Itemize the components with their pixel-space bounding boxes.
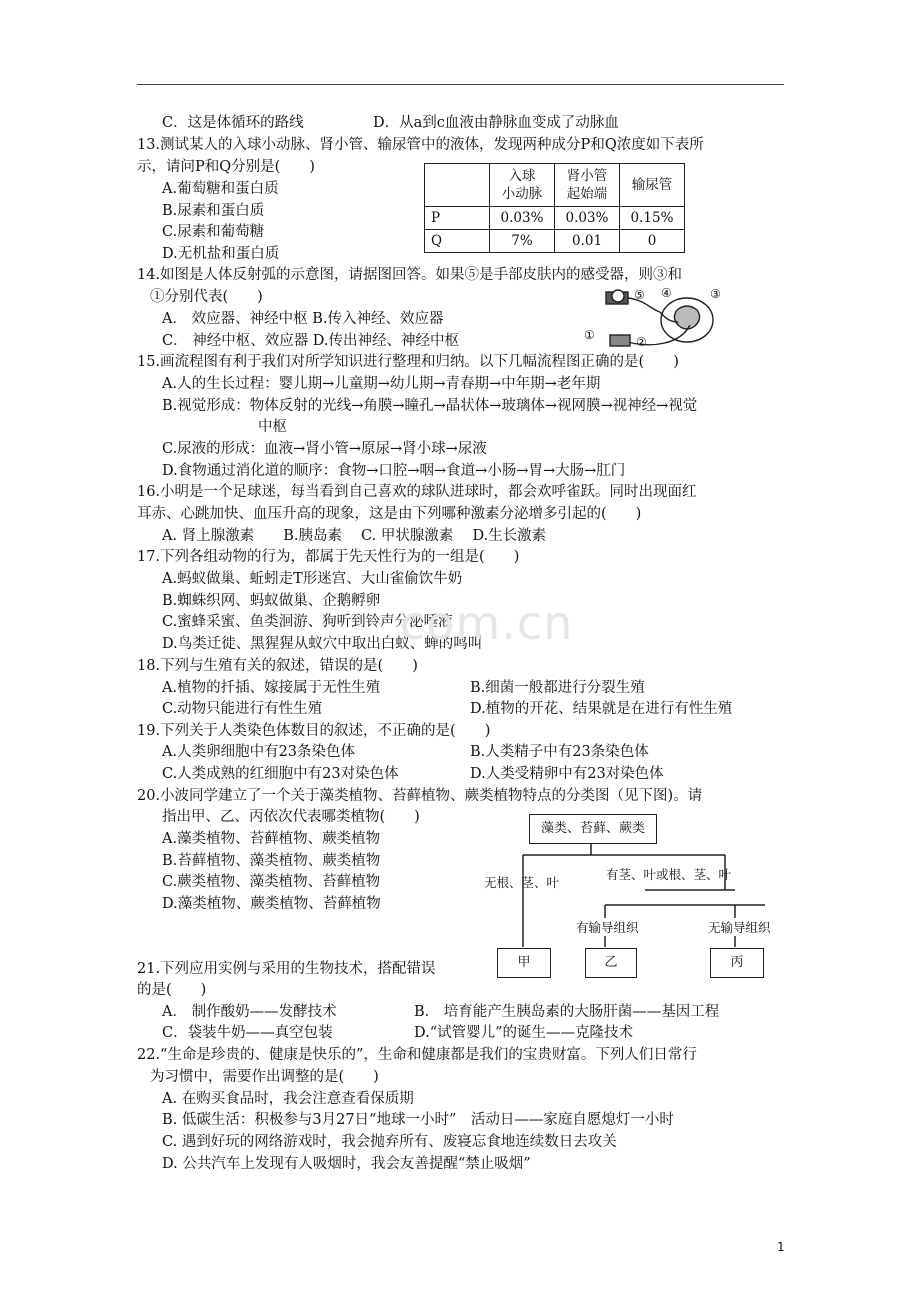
q18-stem: 18.下列与生殖有关的叙述，错误的是( ) (137, 658, 418, 674)
q17-option-c: C.蜜蜂采蜜、鱼类洄游、狗听到铃声分泌唾液 (162, 614, 453, 630)
q19-option-c: C.人类成熟的红细胞中有23对染色体 (162, 766, 399, 782)
q16-stem: 16.小明是一个足球迷，每当看到自己喜欢的球队进球时，都会欢呼雀跃。同时出现面红 (137, 484, 697, 500)
q17-option-a: A.蚂蚁做巢、蚯蚓走T形迷宫、大山雀偷饮牛奶 (162, 571, 463, 587)
q13-stem: 13.测试某人的入球小动脉、肾小管、输尿管中的液体，发现两种成分P和Q浓度如下表所 (137, 137, 704, 153)
table-cell: 0 (620, 230, 685, 253)
q14-options-cd: C． 神经中枢、效应器 D.传出神经、神经中枢 (162, 333, 460, 349)
q15-option-d: D.食物通过消化道的顺序：食物→口腔→咽→食道→小肠→胃→大肠→肛门 (162, 463, 626, 479)
q15-stem: 15.画流程图有利于我们对所学知识进行整理和归纳。以下几幅流程图正确的是( ) (137, 354, 679, 370)
q13-option-c: C.尿素和葡萄糖 (162, 224, 265, 240)
q20-option-a: A.藻类植物、苔藓植物、蕨类植物 (162, 831, 381, 847)
q22-stem: 22.“生命是珍贵的、健康是快乐的”，生命和健康都是我们的宝贵财富。下列人们日常行 (137, 1047, 697, 1063)
q12-option-d: D．从a到c血液由静脉血变成了动脉血 (373, 115, 619, 131)
q15-option-c: C.尿液的形成：血液→肾小管→原尿→肾小球→尿液 (162, 441, 487, 457)
q20-stem: 20.小波同学建立了一个关于藻类植物、苔藓植物、蕨类植物特点的分类图（见下图)。请 (137, 788, 703, 804)
table-cell: 0.03% (555, 207, 620, 230)
q19-option-d: D.人类受精卵中有23对染色体 (470, 766, 664, 782)
q21-option-c: C．袋装牛奶——真空包装 (162, 1025, 333, 1041)
q22-option-a: A. 在购买食品时，我会注意查看保质期 (162, 1091, 414, 1107)
table-row-label: P (425, 207, 490, 230)
q19-option-a: A.人类卵细胞中有23条染色体 (162, 744, 356, 760)
reflex-label-4: ④ (661, 286, 672, 300)
tree-box-jia: 甲 (497, 948, 551, 978)
table-cell: 7% (490, 230, 555, 253)
tree-label-no-root: 无根、茎、叶 (484, 875, 560, 890)
q15-option-b: B.视觉形成：物体反射的光线→角膜→瞳孔→晶状体→玻璃体→视网膜→视神经→视觉 (162, 398, 698, 414)
table-cell: 0.03% (490, 207, 555, 230)
watermark: com.cn (400, 596, 574, 650)
q18-option-c: C.动物只能进行有性生殖 (162, 701, 323, 717)
reflex-label-5: ⑤ (634, 288, 645, 302)
q21-option-d: D.“试管婴儿”的诞生——克隆技术 (414, 1025, 634, 1041)
q20-option-c: C.蕨类植物、藻类植物、苔藓植物 (162, 874, 381, 890)
reflex-label-1: ① (584, 328, 595, 342)
q14-options-ab: A． 效应器、神经中枢 B.传入神经、效应器 (162, 311, 444, 327)
table-header-tubule: 肾小管 起始端 (555, 164, 620, 207)
q19-stem: 19.下列关于人类染色体数目的叙述，不正确的是( ) (137, 723, 491, 739)
q19-option-b: B.人类精子中有23条染色体 (470, 744, 649, 760)
q21-stem: 21.下列应用实例与采用的生物技术，搭配错误 (137, 961, 436, 977)
q14-stem: 14.如图是人体反射弧的示意图，请据图回答。如果⑤是手部皮肤内的感受器，则③和 (137, 267, 683, 283)
q21-stem-cont: 的是( ) (137, 982, 207, 998)
q17-option-d: D.鸟类迁徙、黑猩猩从蚁穴中取出白蚁、蝉的鸣叫 (162, 636, 483, 652)
q13-option-a: A.葡萄糖和蛋白质 (162, 181, 279, 197)
reflex-label-3: ③ (710, 287, 721, 301)
tree-label-has-stem: 有茎、叶或根、茎、叶 (606, 867, 732, 882)
q14-stem-cont: ①分别代表( ) (150, 289, 263, 305)
q22-option-c: C. 遇到好玩的网络游戏时，我会抛弃所有、废寝忘食地连续数日去攻关 (162, 1134, 617, 1150)
q21-option-a: A． 制作酸奶——发酵技术 (162, 1004, 337, 1020)
q18-option-a: A.植物的扦插、嫁接属于无性生殖 (162, 680, 381, 696)
q16-stem-cont: 耳赤、心跳加快、血压升高的现象，这是由下列哪种激素分泌增多引起的( ) (137, 506, 642, 522)
q15-option-a: A.人的生长过程：婴儿期→儿童期→幼儿期→青春期→中年期→老年期 (162, 376, 601, 392)
q22-stem-cont: 为习惯中，需要作出调整的是( ) (150, 1069, 379, 1085)
q22-option-d: D. 公共汽车上发现有人吸烟时，我会友善提醒“禁止吸烟” (162, 1156, 531, 1172)
q20-option-b: B.苔藓植物、藻类植物、蕨类植物 (162, 853, 381, 869)
q17-stem: 17.下列各组动物的行为，都属于先天性行为的一组是( ) (137, 549, 520, 565)
q13-option-b: B.尿素和蛋白质 (162, 203, 265, 219)
q21-option-b: B． 培育能产生胰岛素的大肠肝菌——基因工程 (414, 1004, 720, 1020)
tree-box-yi: 乙 (585, 948, 637, 978)
q16-options: A. 肾上腺激素 B.胰岛素 C. 甲状腺激素 D.生长激素 (162, 528, 547, 544)
q20-option-d: D.藻类植物、蕨类植物、苔藓植物 (162, 896, 381, 912)
page-number: 1 (777, 1240, 785, 1254)
q20-stem-cont: 指出甲、乙、丙依次代表哪类植物( ) (162, 809, 420, 825)
q13-option-d: D.无机盐和蛋白质 (162, 246, 280, 262)
q12-option-c: C．这是体循环的路线 (162, 115, 304, 131)
q18-option-d: D.植物的开花、结果就是在进行有性生殖 (470, 701, 733, 717)
tree-label-nonvascular: 无输导组织 (708, 920, 771, 935)
table-cell: 0.01 (555, 230, 620, 253)
q22-option-b: B. 低碳生活：积极参与3月27日“地球一小时” 活动日——家庭自愿熄灯一小时 (162, 1112, 674, 1128)
tree-box-bing: 丙 (710, 948, 764, 978)
tree-root-box: 藻类、苔藓、蕨类 (529, 814, 657, 844)
table-header-ureter: 输尿管 (620, 164, 685, 207)
reflex-label-2: ② (636, 335, 647, 349)
q18-option-b: B.细菌一般都进行分裂生殖 (470, 680, 645, 696)
table-header-afferent: 入球 小动脉 (490, 164, 555, 207)
tree-label-vascular: 有输导组织 (576, 920, 639, 935)
table-row-label: Q (425, 230, 490, 253)
q15-option-b-cont: 中枢 (258, 419, 287, 435)
table-cell: 0.15% (620, 207, 685, 230)
q13-stem-cont: 示，请问P和Q分别是( ) (137, 159, 315, 175)
q17-option-b: B.蜘蛛织网、蚂蚁做巢、企鹅孵卵 (162, 593, 381, 609)
